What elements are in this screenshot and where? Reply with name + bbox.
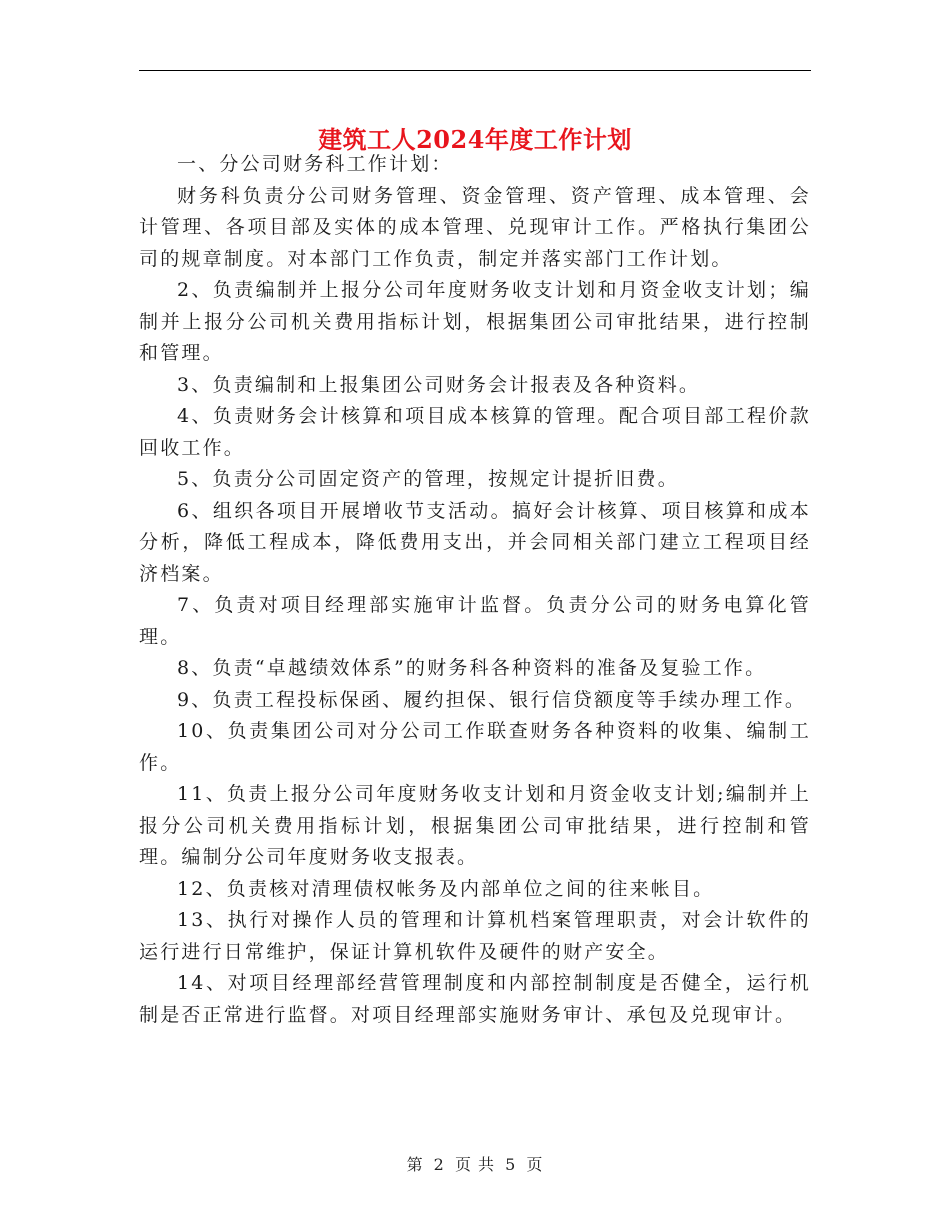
- footer-suffix: 页: [526, 1155, 544, 1174]
- footer-prefix: 第: [406, 1155, 424, 1174]
- footer-middle: 页 共: [454, 1155, 496, 1174]
- document-title: 建筑工人2024年度工作计划: [318, 125, 632, 155]
- paragraph-section-heading: 一、分公司财务科工作计划：: [177, 153, 453, 175]
- paragraph-item-2: 2、负责编制并上报分公司年度财务收支计划和月资金收支计划；编制并上报分公司机关费用指标计划，根据集团公司审批结果，进行控制和管理。: [139, 279, 811, 364]
- paragraph-item-6: 6、组织各项目开展增收节支活动。搞好会计核算、项目核算和成本分析，降低工程成本，降低费用支出，并会同相关部门建立工程项目经济档案。: [139, 499, 811, 585]
- paragraph-intro: 财务科负责分公司财务管理、资金管理、资产管理、成本管理、会计管理、各项目部及实体的成本管理、兑现审计工作。严格执行集团公司的规章制度。对本部门工作负责，制定并落实部门工作计划。: [139, 184, 811, 270]
- paragraph-item-7: 7、负责对项目经理部实施审计监督。负责分公司的财务电算化管理。: [139, 594, 811, 648]
- paragraph-item-12: 12、负责核对清理债权帐务及内部单位之间的往来帐目。: [177, 877, 715, 900]
- paragraph-item-3: 3、负责编制和上报集团公司财务会计报表及各种资料。: [177, 373, 701, 396]
- paragraph-item-13: 13、执行对操作人员的管理和计算机档案管理职责，对会计软件的运行进行日常维护，保证计算机软件及硬件的财产安全。: [139, 909, 811, 963]
- document-body: [139, 149, 811, 1031]
- footer-total-pages: 5: [505, 1155, 517, 1174]
- paragraph-item-5: 5、负责分公司固定资产的管理，按规定计提折旧费。: [177, 468, 679, 490]
- paragraph-item-9: 9、负责工程投标保函、履约担保、银行信贷额度等手续办理工作。: [177, 688, 807, 711]
- page-footer: [0, 1155, 950, 1175]
- paragraph-item-11: 11、负责上报分公司年度财务收支计划和月资金收支计划;编制并上报分公司机关费用指标计划，根据集团公司审批结果，进行控制和管理。编制分公司年度财务收支报表。: [139, 783, 811, 868]
- header-rule: [139, 70, 811, 71]
- paragraph-item-10: 10、负责集团公司对分公司工作联查财务各种资料的收集、编制工作。: [139, 720, 811, 774]
- paragraph-item-4: 4、负责财务会计核算和项目成本核算的管理。配合项目部工程价款回收工作。: [139, 405, 811, 459]
- paragraph-item-8: 8、负责“卓越绩效体系”的财务科各种资料的准备及复验工作。: [177, 657, 767, 679]
- footer-page-number: 2: [433, 1155, 445, 1174]
- paragraph-item-14: 14、对项目经理部经营管理制度和内部控制制度是否健全，运行机制是否正常进行监督。对项目经理部实施财务审计、承包及兑现审计。: [139, 972, 811, 1026]
